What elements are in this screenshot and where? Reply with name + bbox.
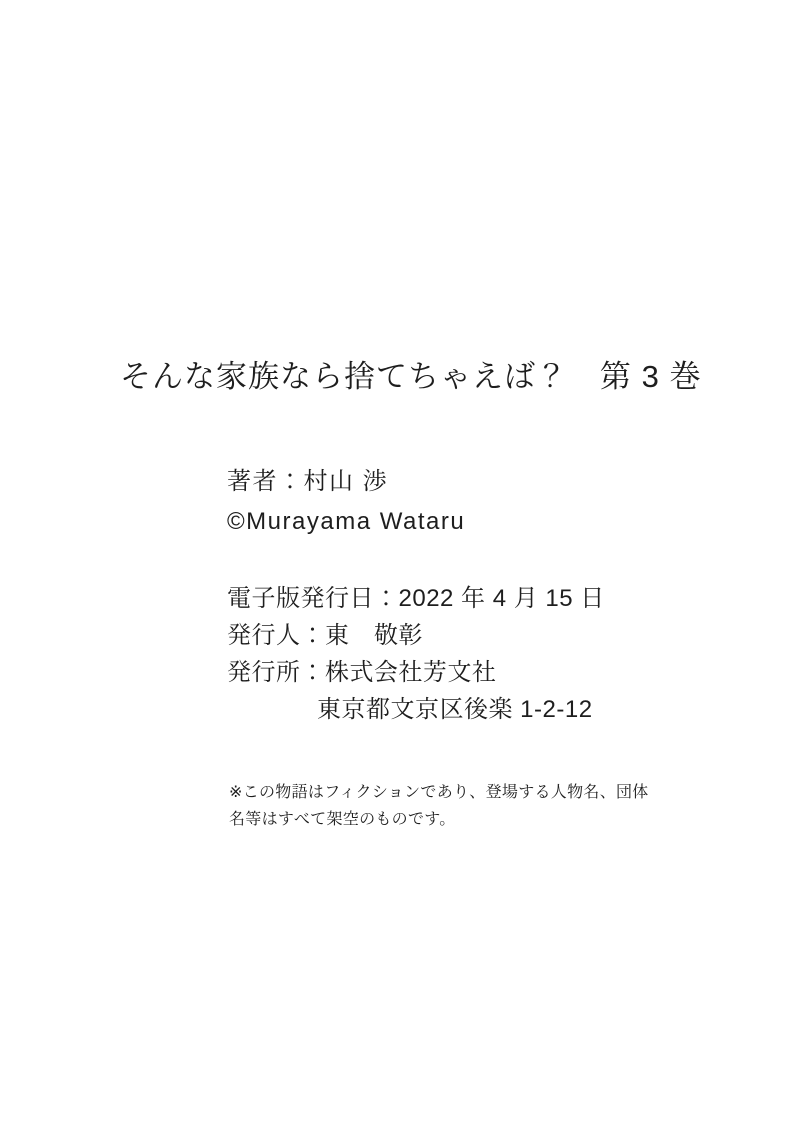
publisher-person-line: 発行人：東 敬彰 (227, 622, 423, 649)
publisher-address-line: 東京都文京区後楽 1-2-12 (317, 696, 593, 723)
publisher-company-line: 発行所：株式会社芳文社 (227, 659, 497, 686)
disclaimer-line-1: ※この物語はフィクションであり、登場する人物名、団体 (229, 784, 649, 801)
copyright-line: ©Murayama Wataru (227, 508, 466, 535)
publication-block (227, 580, 605, 728)
author-line: 著者：村山 渉 (227, 468, 389, 495)
disclaimer-line-2: 名等はすべて架空のものです。 (229, 811, 456, 828)
digital-edition-date-line: 電子版発行日：2022 年 4 月 15 日 (227, 585, 605, 612)
author-block (227, 462, 465, 542)
book-title: そんな家族なら捨てちゃえば？ 第 3 巻 (120, 359, 702, 394)
fiction-disclaimer (229, 779, 649, 833)
